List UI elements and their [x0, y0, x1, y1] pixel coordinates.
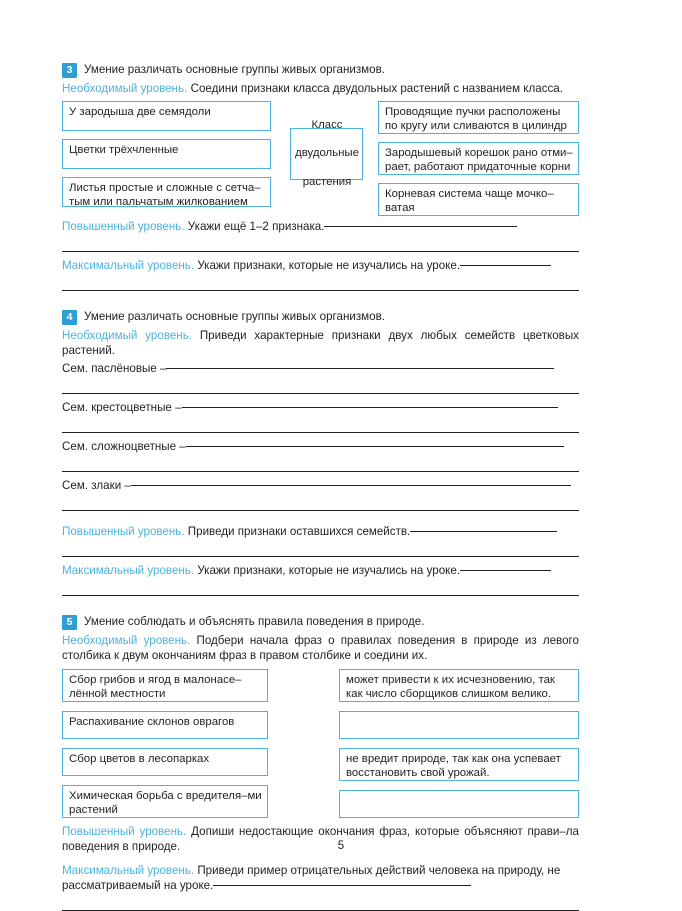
family-label: Сем. крестоцветные – — [62, 401, 182, 414]
advanced-level-label-3: Повышенный уровень. — [62, 220, 185, 233]
match-center-line: двудольные — [295, 146, 359, 160]
answer-rule[interactable] — [62, 393, 579, 394]
family-entry — [62, 361, 579, 377]
match-center-line: растения — [295, 175, 359, 189]
family-entry — [62, 439, 579, 455]
answer-rule[interactable] — [62, 290, 579, 291]
match-left-box[interactable]: Листья простые и сложные с сетча–тым или пальчатым жилкованием — [62, 177, 271, 207]
required-level-text-5: Подбери начала фраз о правилах поведения в природе из левого столбика к двум окончаниям фраз в правом столбике и соедини их. — [62, 634, 579, 663]
family-label: Сем. паслёновые – — [62, 362, 166, 375]
answer-rule[interactable] — [62, 251, 579, 252]
maximum-level-text-5: Приведи пример отрицательных действий человека на природу, не рассматриваемый на уроке. — [62, 864, 560, 893]
match-right-box[interactable]: не вредит природе, так как она успевает восстановить свой урожай. — [339, 748, 579, 781]
task-3-maximum-level — [62, 258, 579, 274]
match-right-box[interactable]: Проводящие пучки расположены по кругу или сливаются в цилиндр — [378, 101, 579, 134]
required-level-text-4: Приведи характерные признаки двух любых семейств цветковых растений. — [62, 329, 579, 358]
task-4-required-level — [62, 328, 579, 359]
maximum-level-text-3: Укажи признаки, которые не изучались на уроке. — [197, 259, 460, 272]
match-center-box[interactable] — [290, 128, 363, 180]
answer-rule[interactable] — [186, 446, 564, 447]
task-5-heading — [62, 614, 579, 630]
task-number-badge-5: 5 — [62, 615, 77, 630]
answer-rule-row — [62, 541, 579, 557]
task-5-matching-diagram — [62, 669, 579, 824]
answer-rule[interactable] — [62, 595, 579, 596]
answer-rule-row — [62, 378, 579, 394]
family-label: Сем. злаки – — [62, 479, 131, 492]
answer-rule[interactable] — [131, 485, 571, 486]
task-4-advanced-level — [62, 524, 579, 540]
spacer — [62, 511, 579, 524]
answer-rule-row — [62, 275, 579, 291]
family-entry — [62, 400, 579, 416]
match-right-box[interactable]: может привести к их исчезновению, так как число сборщиков слишком велико. — [339, 669, 579, 702]
maximum-level-text-4: Укажи признаки, которые не изучались на уроке. — [197, 564, 460, 577]
task-5 — [62, 614, 579, 911]
task-3-advanced-level — [62, 219, 579, 235]
task-4 — [62, 309, 579, 596]
task-5-maximum-level — [62, 863, 579, 894]
spacer — [62, 291, 579, 309]
required-level-label-4: Необходимый уровень. — [62, 329, 192, 342]
maximum-level-label-3: Максимальный уровень. — [62, 259, 194, 272]
task-3-required-level — [62, 81, 579, 97]
answer-rule[interactable] — [213, 885, 471, 886]
maximum-level-label-4: Максимальный уровень. — [62, 564, 194, 577]
task-3-title: Умение различать основные группы живых организмов. — [84, 62, 385, 77]
advanced-level-label-4: Повышенный уровень. — [62, 525, 185, 538]
answer-rule[interactable] — [182, 407, 558, 408]
required-level-text-3: Соедини признаки класса двудольных растений с названием класса. — [191, 82, 563, 95]
match-left-box[interactable]: Цветки трёхчленные — [62, 139, 271, 169]
spacer — [62, 596, 579, 614]
match-left-box[interactable]: Сбор грибов и ягод в малонасе–лённой местности — [62, 669, 268, 702]
answer-rule-row — [62, 495, 579, 511]
page-content — [62, 62, 579, 911]
match-right-box[interactable]: Зародышевый корешок рано отми–рает, работают придаточные корни — [378, 142, 579, 175]
answer-rule-row — [62, 417, 579, 433]
answer-rule[interactable] — [324, 226, 517, 227]
advanced-level-text-5: Допиши недостающие окончания фраз, которые объясняют прави–ла поведения в природе. — [62, 825, 579, 854]
task-number-badge-4: 4 — [62, 310, 77, 325]
answer-rule[interactable] — [460, 570, 551, 571]
task-3-matching-diagram — [62, 101, 579, 219]
match-center-line: Класс — [295, 118, 359, 132]
task-4-heading — [62, 309, 579, 325]
task-5-title: Умение соблюдать и объяснять правила поведения в природе. — [84, 614, 424, 629]
match-left-box[interactable]: У зародыша две семядоли — [62, 101, 271, 131]
page-number: 5 — [0, 840, 682, 852]
task-number-badge-3: 3 — [62, 63, 77, 78]
task-4-title: Умение различать основные группы живых организмов. — [84, 309, 385, 324]
answer-rule-row — [62, 580, 579, 596]
match-right-box[interactable]: Корневая система чаще мочко–ватая — [378, 183, 579, 216]
answer-rule[interactable] — [410, 531, 557, 532]
match-left-box[interactable]: Сбор цветов в лесопарках — [62, 748, 268, 776]
match-right-box-empty[interactable] — [339, 790, 579, 818]
answer-rule[interactable] — [62, 556, 579, 557]
family-entry — [62, 478, 579, 494]
answer-rule-row — [62, 236, 579, 252]
task-3-heading — [62, 62, 579, 78]
answer-rule[interactable] — [62, 510, 579, 511]
answer-rule[interactable] — [62, 432, 579, 433]
match-right-box-empty[interactable] — [339, 711, 579, 739]
family-label: Сем. сложноцветные – — [62, 440, 186, 453]
advanced-level-label-5: Повышенный уровень. — [62, 825, 186, 838]
answer-rule-row — [62, 896, 579, 911]
task-4-maximum-level — [62, 563, 579, 579]
task-3 — [62, 62, 579, 291]
advanced-level-text-4: Приведи признаки оставшихся семейств. — [188, 525, 410, 538]
match-left-box[interactable]: Распахивание склонов оврагов — [62, 711, 268, 739]
advanced-level-text-3: Укажи ещё 1–2 признака. — [188, 220, 325, 233]
answer-rule[interactable] — [166, 368, 554, 369]
answer-rule[interactable] — [62, 471, 579, 472]
required-level-label-5: Необходимый уровень. — [62, 634, 190, 647]
required-level-label-3: Необходимый уровень. — [62, 82, 187, 95]
match-left-box[interactable]: Химическая борьба с вредителя–ми растений — [62, 785, 268, 818]
task-5-required-level — [62, 633, 579, 664]
answer-rule[interactable] — [460, 265, 551, 266]
maximum-level-label-5: Максимальный уровень. — [62, 864, 194, 877]
answer-rule-row — [62, 456, 579, 472]
